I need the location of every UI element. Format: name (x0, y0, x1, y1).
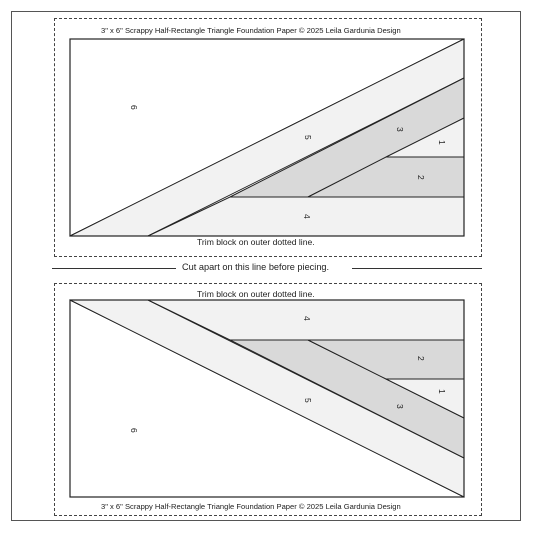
bottom-num-6: 6 (129, 428, 139, 433)
top-num-3: 3 (395, 127, 405, 132)
bottom-num-3: 3 (395, 404, 405, 409)
bottom-num-4: 4 (302, 316, 312, 321)
top-num-4: 4 (302, 214, 312, 219)
bottom-num-1: 1 (437, 389, 447, 394)
bottom-num-2: 2 (416, 356, 426, 361)
bottom-num-5: 5 (303, 398, 313, 403)
bottom-block-diagram (70, 300, 464, 497)
top-num-1: 1 (437, 140, 447, 145)
top-block-diagram (70, 39, 464, 236)
top-header-text: 3" x 6" Scrappy Half-Rectangle Triangle Foundation Paper © 2025 Leila Gardunia Design (101, 26, 401, 35)
top-num-5: 5 (303, 135, 313, 140)
top-num-6: 6 (129, 105, 139, 110)
top-num-2: 2 (416, 175, 426, 180)
top-trim-note: Trim block on outer dotted line. (197, 237, 315, 247)
bottom-trim-note: Trim block on outer dotted line. (197, 289, 315, 299)
cut-apart-label: Cut apart on this line before piecing. (182, 262, 330, 272)
bottom-header-text: 3" x 6" Scrappy Half-Rectangle Triangle Foundation Paper © 2025 Leila Gardunia Design (101, 502, 401, 511)
